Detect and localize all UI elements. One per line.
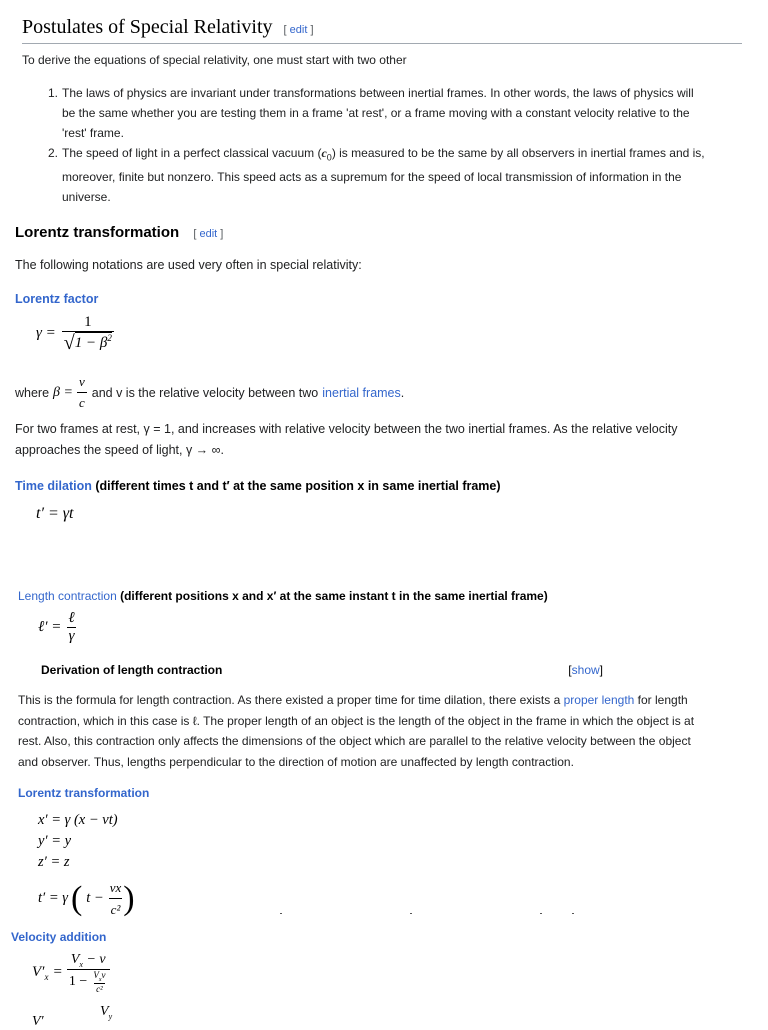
- section-title-lorentz: Lorentz transformation [ edit ]: [15, 224, 224, 241]
- postulates-intro: To derive the equations of special relativity, one must start with two other: [22, 53, 407, 67]
- lorentz-transformation-equations: x′ = γ (x − vt) y′ = y z′ = z t′ = γ ( t − $\frac{vx}{\text{c²}}$ ): [38, 810, 135, 920]
- list-item: 1. The laws of physics are invariant under transformations between inertial frames. In other words, the laws of physics will be the same whether you are testing them in a frame 'at rest', or a frame moving with a constant velocity relative to the 'rest' frame.: [48, 86, 694, 140]
- derivation-collapsible: Derivation of length contraction [show]: [41, 663, 603, 677]
- show-toggle[interactable]: [show]: [568, 663, 603, 677]
- length-contraction-link[interactable]: Length contraction: [18, 589, 117, 603]
- list-item: 2. The speed of light in a perfect classical vacuum $(c_0)$ is measured to be the same by all observers in inertial frames and is, moreover, finite but nonzero. This speed acts as a supremum for the speed of local transmission of information in the universe.: [48, 146, 705, 205]
- gamma-paragraph: For two frames at rest, γ = 1, and increases with relative velocity between the two inertial frames. As the relative velocity approaches the speed of light, γ → ∞.: [15, 422, 678, 457]
- inertial-frames-link[interactable]: inertial frames: [322, 385, 401, 400]
- decorative-dots: [280, 913, 580, 915]
- length-contraction-equation: ℓ′ = $\frac{\text{ℓ}}{\gamma}$: [38, 610, 75, 644]
- time-dilation-heading: Time dilation (different times t and t′ at the same position x in same inertial frame): [15, 479, 501, 493]
- lorentz-factor-equation: γ = 1 √ $1 - \beta^2$: [36, 314, 112, 354]
- lorentz-intro: The following notations are used very often in special relativity:: [15, 258, 362, 272]
- length-contraction-paragraph: This is the formula for length contraction. As there existed a proper time for time dilation, there exists a proper length for length contraction, which in this case is ℓ. The proper length of an object is the length of the object in the frame in which the object is at rest. Also, this contraction only affects the dimensions of the object which are parallel to the relative velocity between the object and observer. Thus, lengths perpendicular to the direction of motion are unaffected by length contraction.: [18, 693, 695, 769]
- edit-link-postulates[interactable]: [ edit ]: [283, 24, 314, 36]
- section-title-postulates: Postulates of Special Relativity [ edit ]: [22, 16, 314, 38]
- velocity-y-lhs: V′: [32, 1014, 44, 1029]
- lorentz-factor-heading[interactable]: Lorentz factor: [15, 292, 99, 306]
- time-dilation-equation: t′ = γt: [36, 505, 74, 522]
- velocity-y-numerator: $V_y$: [100, 1004, 113, 1021]
- lorentz-transformation-heading[interactable]: Lorentz transformation: [18, 786, 150, 800]
- proper-length-link[interactable]: proper length: [563, 693, 635, 707]
- velocity-addition-heading[interactable]: Velocity addition: [11, 930, 107, 944]
- section-divider: [22, 43, 742, 44]
- length-contraction-heading: Length contraction (different positions x and x′ at the same instant t in the same inertial frame): [18, 589, 548, 603]
- velocity-addition-equation: $V'_x$ = $V_x - v$ 1 − $\frac{V_xv}{\text{c²}}$: [32, 952, 110, 994]
- time-dilation-link[interactable]: Time dilation: [15, 479, 92, 493]
- postulates-list: [48, 83, 752, 207]
- edit-link-lorentz[interactable]: [ edit ]: [193, 228, 224, 240]
- beta-definition: where β = $\frac{v}{c}$ and v is the relative velocity between two inertial frames .: [15, 372, 404, 413]
